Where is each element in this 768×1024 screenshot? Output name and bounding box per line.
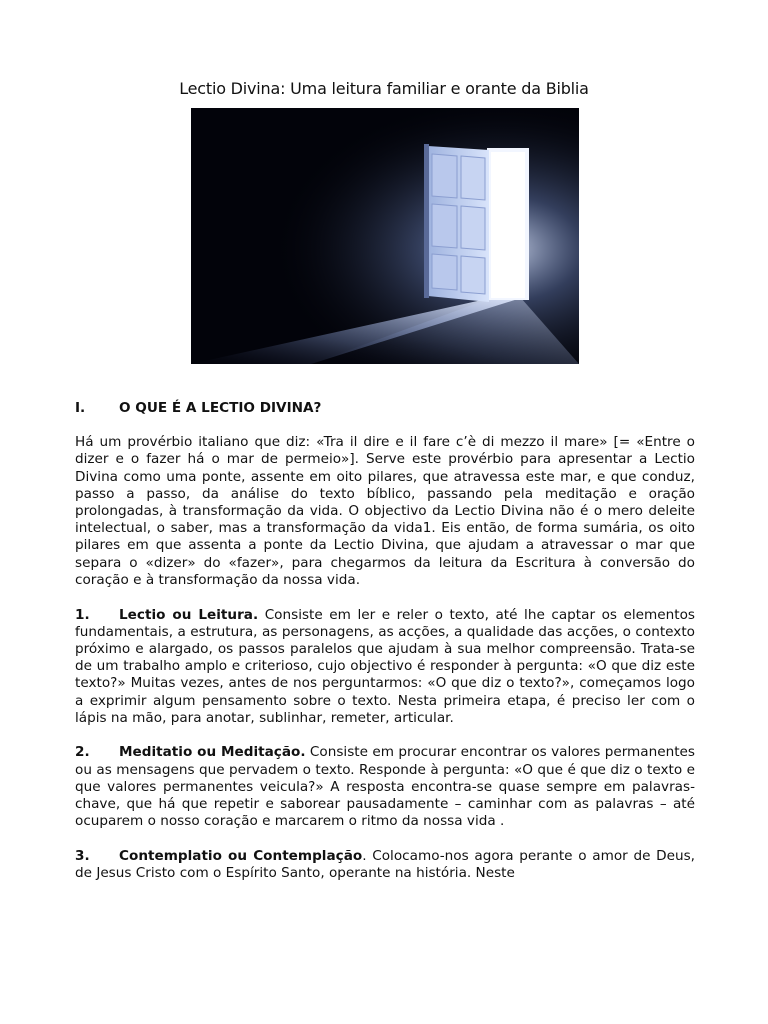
section-number: I.	[75, 400, 86, 416]
item-title: Lectio ou Leitura.	[119, 606, 259, 623]
item-number: 3.	[75, 847, 90, 864]
page-title: Lectio Divina: Uma leitura familiar e orante da Biblia	[179, 78, 589, 98]
list-item-contemplatio	[75, 848, 695, 882]
document-body	[75, 400, 695, 900]
item-title: Contemplatio ou Contemplação	[119, 847, 363, 864]
list-item-lectio	[75, 607, 695, 727]
section-heading	[75, 400, 695, 417]
item-text: Consiste em ler e reler o texto, até lhe captar os elementos fundamentais, a estrutura, as personagens, as acções, a qualidade das acções, o contexto próximo e alargado, os passos paralelos que ajudam à sua melhor compreensão. Trata-se de um trabalho amplo e criterioso, cujo objectivo é responder à pergunta: «O que diz este texto?» Muitas vezes, antes de nos perguntarmos: «O que diz o texto?», começamos logo a exprimir algum pensamento sobre o texto. Nesta primeira etapa, é preciso ler com o lápis na mão, para anotar, sublinhar, remeter, articular.	[75, 606, 695, 726]
open-door-light-icon	[191, 108, 579, 364]
item-number: 2.	[75, 744, 90, 761]
item-number: 1.	[75, 606, 90, 623]
open-door-light-image	[191, 108, 579, 364]
section-heading-text: O QUE É A LECTIO DIVINA?	[119, 400, 322, 416]
item-text: . Colocamo-nos agora perante o amor de Deus, de Jesus Cristo com o Espírito Santo, operante na história. Neste	[75, 847, 695, 882]
intro-paragraph: Há um provérbio italiano que diz: «Tra il dire e il fare c’è di mezzo il mare» [= «Entre o dizer e o fazer há o mar de permeio»]. Serve este provérbio para apresentar a Lectio Divina como uma ponte, assente em oito pilares, que atravessa este mar, e que conduz, passo a passo, da análise do texto bíblico, passando pela meditação e oração prolongadas, à transformação da vida. O objectivo da Lectio Divina não é o mero deleite intelectual, o saber, mas a transformação da vida1. Eis então, de forma sumária, os oito pilares em que assenta a ponte da Lectio Divina, que ajudam a atravessar o mar que separa o «dizer» do «fazer», para chegarmos da leitura da Escritura à conversão do coração e à transformação da nossa vida.	[75, 434, 695, 588]
item-text: Consiste em procurar encontrar os valores permanentes ou as mensagens que pervadem o texto. Responde à pergunta: «O que é que diz o texto e que valores permanentes veicula?» A resposta encontra-se quase sempre em palavras-chave, que há que repetir e saborear pausadamente – caminhar com as palavras – até ocuparem o nosso coração e marcarem o ritmo da nossa vida .	[75, 744, 695, 830]
list-item-meditatio	[75, 744, 695, 830]
item-title: Meditatio ou Meditação.	[119, 744, 306, 761]
